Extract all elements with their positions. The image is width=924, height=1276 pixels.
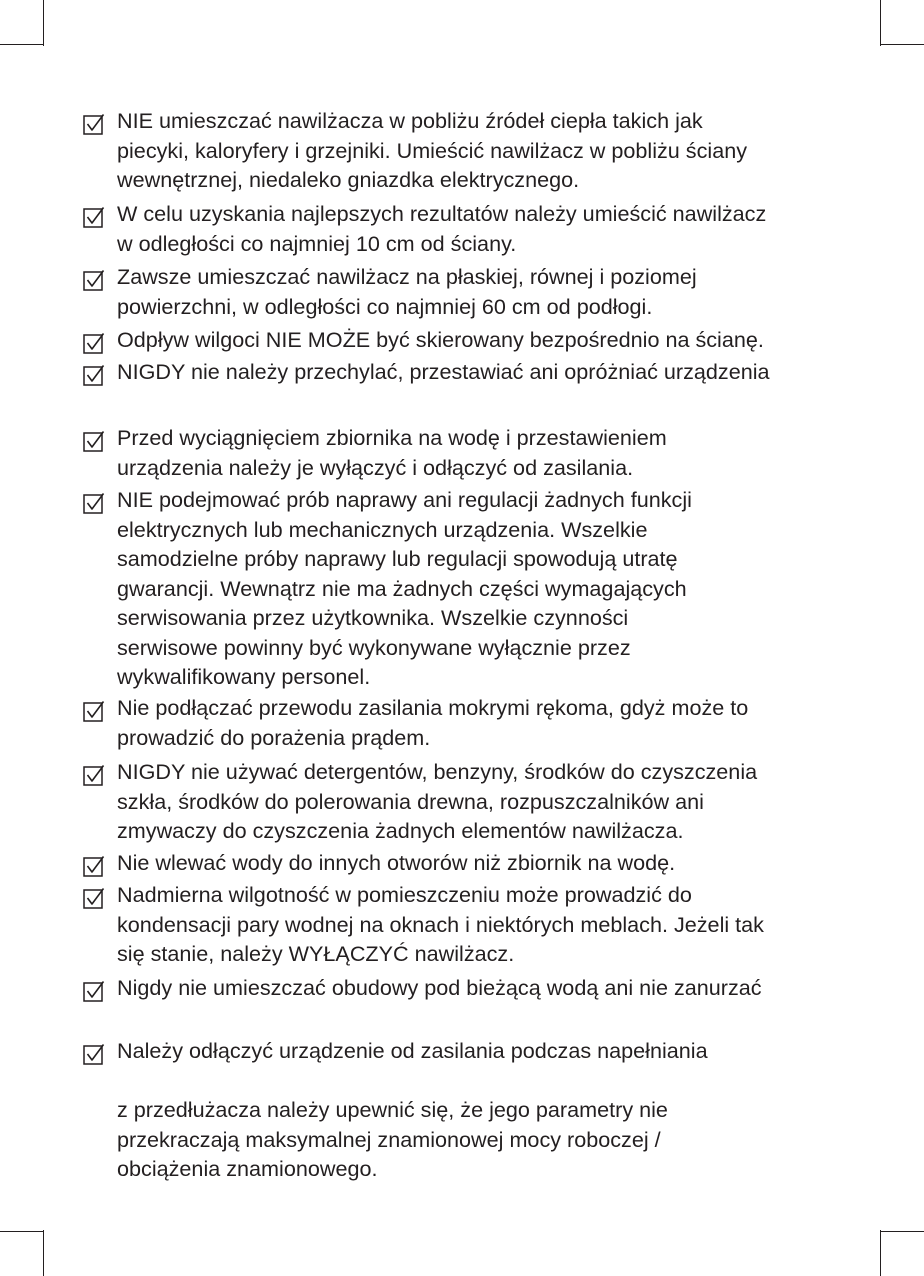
instruction-text: [117, 423, 667, 482]
crop-mark-bottom-right-vertical: [880, 1230, 881, 1276]
instruction-text: [117, 262, 697, 321]
instruction-line: szkła, środków do polerowania drewna, rozpuszczalników ani: [117, 788, 704, 814]
instruction-line: wykwalifikowany personel.: [117, 664, 371, 689]
instruction-text: [117, 199, 766, 258]
instruction-line: Nie wlewać wody do innych otworów niż zbiornik na wodę.: [117, 850, 676, 875]
note-line: przekraczają maksymalnej znamionowej mocy roboczej /: [117, 1126, 661, 1152]
note-line: obciążenia znamionowego.: [117, 1156, 378, 1181]
instruction-text: [117, 357, 770, 387]
instruction-line: Nadmierna wilgotność w pomieszczeniu może prowadzić do: [117, 882, 692, 907]
instruction-line: powierzchni, w odległości co najmniej 60 cm od podłogi.: [117, 293, 653, 319]
checked-box-icon: [83, 492, 105, 514]
crop-mark-bottom-left-vertical: [43, 1230, 44, 1276]
instruction-text: [117, 485, 692, 692]
instruction-line: Nie podłączać przewodu zasilania mokrymi rękoma, gdyż może to: [117, 695, 749, 720]
checked-box-icon: [83, 364, 105, 386]
crop-mark-bottom-left-horizontal: [0, 1231, 44, 1232]
checked-box-icon: [83, 855, 105, 877]
instruction-line: zmywaczy do czyszczenia żadnych elementów nawilżacza.: [117, 818, 684, 843]
checked-box-icon: [83, 980, 105, 1002]
instruction-line: gwarancji. Wewnątrz nie ma żadnych części wymagających: [117, 575, 687, 601]
instruction-line: NIE umieszczać nawilżacza w pobliżu źródeł ciepła takich jak: [117, 108, 703, 133]
instruction-text: [117, 757, 757, 846]
crop-mark-top-left-horizontal: [0, 44, 44, 45]
instruction-text: [117, 880, 764, 969]
crop-mark-top-right-horizontal: [880, 44, 924, 45]
crop-mark-bottom-right-horizontal: [880, 1231, 924, 1232]
instruction-line: w odległości co najmniej 10 cm od ściany.: [117, 230, 517, 256]
instruction-line: elektrycznych lub mechanicznych urządzenia. Wszelkie: [117, 516, 648, 542]
instruction-text: [117, 693, 748, 752]
instruction-text: [117, 848, 675, 878]
instruction-line: kondensacji pary wodnej na oknach i niektórych meblach. Jeżeli tak: [117, 911, 764, 937]
note-line: z przedłużacza należy upewnić się, że jego parametry nie: [117, 1097, 668, 1122]
checked-box-icon: [83, 206, 105, 228]
crop-mark-top-left-vertical: [43, 0, 44, 46]
checked-box-icon: [83, 113, 105, 135]
extension-cord-note: [117, 1095, 668, 1184]
checked-box-icon: [83, 332, 105, 354]
instruction-line: NIGDY nie należy przechylać, przestawiać ani opróżniać urządzenia: [117, 359, 770, 384]
instruction-line: serwisowania przez użytkownika. Wszelkie czynności: [117, 605, 629, 630]
checked-box-icon: [83, 430, 105, 452]
instruction-line: Należy odłączyć urządzenie od zasilania podczas napełniania: [117, 1038, 708, 1063]
instruction-line: się stanie, należy WYŁĄCZYĆ nawilżacz.: [117, 941, 515, 966]
instruction-line: samodzielne próby naprawy lub regulacji spowodują utratę: [117, 546, 678, 571]
instruction-line: NIE podejmować prób naprawy ani regulacji żadnych funkcji: [117, 487, 692, 512]
instruction-line: urządzenia należy je wyłączyć i odłączyć od zasilania.: [117, 454, 634, 480]
instruction-line: Odpływ wilgoci NIE MOŻE być skierowany bezpośrednio na ścianę.: [117, 327, 764, 352]
instruction-line: Przed wyciągnięciem zbiornika na wodę i przestawieniem: [117, 425, 667, 450]
instruction-line: prowadzić do porażenia prądem.: [117, 724, 431, 750]
instruction-line: NIGDY nie używać detergentów, benzyny, środków do czyszczenia: [117, 759, 758, 784]
checked-box-icon: [83, 764, 105, 786]
instruction-text: [117, 973, 762, 1003]
instruction-text: [117, 106, 747, 195]
instruction-text: [117, 325, 764, 355]
instruction-line: W celu uzyskania najlepszych rezultatów należy umieścić nawilżacz: [117, 201, 767, 226]
crop-mark-top-right-vertical: [880, 0, 881, 46]
checked-box-icon: [83, 887, 105, 909]
instruction-line: Zawsze umieszczać nawilżacz na płaskiej, równej i poziomej: [117, 264, 697, 289]
checked-box-icon: [83, 1043, 105, 1065]
instruction-line: serwisowe powinny być wykonywane wyłącznie przez: [117, 634, 631, 660]
instruction-text: [117, 1036, 708, 1066]
checked-box-icon: [83, 269, 105, 291]
instruction-line: Nigdy nie umieszczać obudowy pod bieżącą wodą ani nie zanurzać: [117, 975, 762, 1000]
checked-box-icon: [83, 700, 105, 722]
instruction-line: wewnętrznej, niedaleko gniazdka elektrycznego.: [117, 167, 580, 192]
instruction-line: piecyki, kaloryfery i grzejniki. Umieścić nawilżacz w pobliżu ściany: [117, 137, 748, 163]
